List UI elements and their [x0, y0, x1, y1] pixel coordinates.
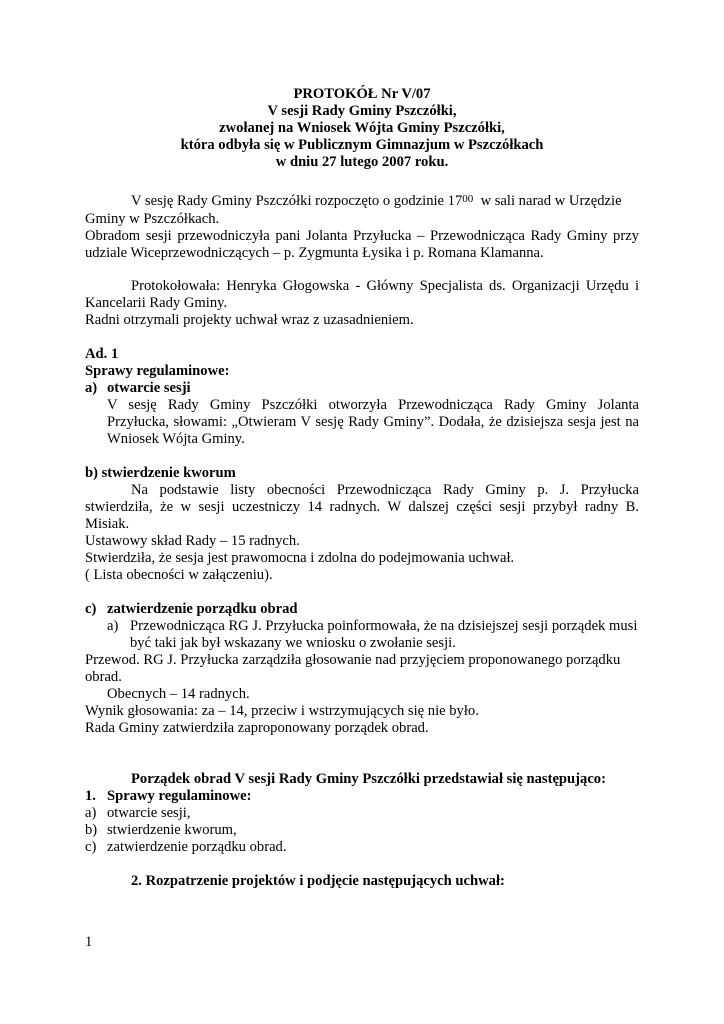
ad1-b-line-5: Stwierdziła, że sesja jest prawomocna i zdolna do podejmowania uchwał. [85, 550, 515, 566]
ad1-c-line-7: Rada Gminy zatwierdziła zaproponowany porządek obrad. [85, 720, 429, 736]
intro-p1-continuation: Gminy w Pszczółkach. [85, 211, 220, 227]
intro-paragraph-1 [131, 193, 622, 211]
ad1-c-sub-line-2: być taki jak był wskazany we wniosku o zwołanie sesji. [130, 635, 456, 651]
ad1-a-line-1: V sesję Rady Gminy Pszczółki otworzyła Przewodnicząca Rady Gminy Jolanta [107, 397, 639, 413]
agenda-sub-b-text: stwierdzenie kworum, [107, 822, 237, 838]
ad1-c-title: zatwierdzenie porządku obrad [107, 601, 298, 617]
ad1-b-line-6: ( Lista obecności w załączeniu). [85, 567, 273, 583]
agenda-sub-c-text: zatwierdzenie porządku obrad. [107, 839, 287, 855]
ad1-a-line-2: Przyłucka, słowami: „Otwieram V sesję Rady Gminy”. Dodała, że dzisiejsza sesja jest na [107, 414, 639, 430]
page-number: 1 [85, 934, 93, 950]
agenda-sub-a-label: a) [85, 805, 97, 821]
protocol-title: PROTOKÓŁ Nr V/07 [293, 86, 431, 102]
header-line-3: zwołanej na Wniosek Wójta Gminy Pszczółki, [219, 120, 505, 136]
ad1-c-sub-line-1: Przewodnicząca RG J. Przyłucka poinformowała, że na dzisiejszej sesji porządek musi [130, 618, 638, 634]
ad1-c-line-5: Obecnych – 14 radnych. [107, 686, 250, 702]
intro-paragraph-2: Obradom sesji przewodniczyła pani Jolanta Przyłucka – Przewodnicząca Rady Gminy przy [85, 228, 639, 244]
ad1-b-title: b) stwierdzenie kworum [85, 465, 236, 481]
ad1-a-line-3: Wniosek Wójta Gminy. [107, 431, 245, 447]
ad1-a-title: otwarcie sesji [107, 380, 191, 396]
ad1-b-line-4: Ustawowy skład Rady – 15 radnych. [85, 533, 300, 549]
ad1-subheading: Sprawy regulaminowe: [85, 363, 230, 379]
agenda-item-1-title: Sprawy regulaminowe: [107, 788, 252, 804]
agenda-sub-c-label: c) [85, 839, 97, 855]
header-line-4: która odbyła się w Publicznym Gimnazjum w Pszczółkach [180, 137, 544, 153]
header-line-2: V sesji Rady Gminy Pszczółki, [267, 103, 457, 119]
intro-paragraph-3: Protokołowała: Henryka Głogowska - Główny Specjalista ds. Organizacji Urzędu i [131, 278, 639, 294]
intro-p1-end: w sali narad w Urzędzie [473, 193, 622, 209]
ad1-c-line-3: Przewod. RG J. Przyłucka zarządziła głosowanie nad przyjęciem proponowanego porządku [85, 652, 621, 668]
ad1-c-sub-label: a) [107, 618, 119, 634]
header-line-5: w dniu 27 lutego 2007 roku. [275, 154, 449, 170]
agenda-sub-b-label: b) [85, 822, 98, 838]
ad1-c-label: c) [85, 601, 97, 617]
ad1-a-label: a) [85, 380, 98, 396]
ad1-heading: Ad. 1 [85, 346, 119, 362]
agenda-sub-a-text: otwarcie sesji, [107, 805, 191, 821]
agenda-heading: Porządek obrad V sesji Rady Gminy Pszczółki przedstawiał się następująco: [131, 771, 606, 787]
intro-p1-start: V sesję Rady Gminy Pszczółki rozpoczęto o godzinie 17 [131, 193, 463, 209]
ad1-c-line-6: Wynik głosowania: za – 14, przeciw i wstrzymujących się nie było. [85, 703, 479, 719]
intro-p1-time-superscript: 00 [462, 193, 474, 205]
ad1-b-line-3: Misiak. [85, 516, 130, 532]
agenda-item-1-label: 1. [85, 788, 96, 804]
agenda-item-2: 2. Rozpatrzenie projektów i podjęcie następujących uchwał: [131, 873, 505, 889]
ad1-b-line-1: Na podstawie listy obecności Przewodnicząca Rady Gminy p. J. Przyłucka [131, 482, 639, 498]
intro-paragraph-4: Radni otrzymali projekty uchwał wraz z uzasadnieniem. [85, 312, 414, 328]
ad1-c-line-4: obrad. [85, 669, 122, 685]
ad1-b-line-2: stwierdziła, że w sesji uczestniczy 14 radnych. W dalszej części sesji przybył radny B. [85, 499, 639, 515]
intro-p2-continuation: udziale Wiceprzewodniczących – p. Zygmunta Łysika i p. Romana Klamanna. [85, 245, 544, 261]
intro-p3-continuation: Kancelarii Rady Gminy. [85, 295, 228, 311]
